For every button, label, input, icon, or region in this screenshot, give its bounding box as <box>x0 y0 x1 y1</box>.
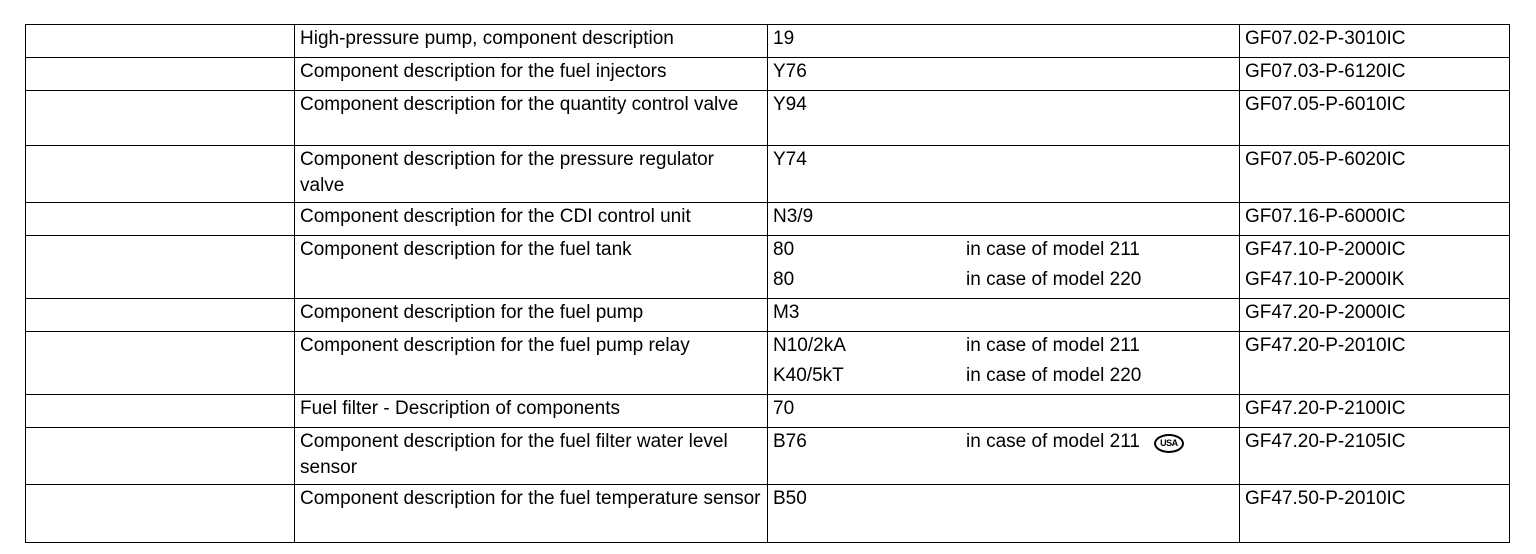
component-code: K40/5kT <box>773 365 844 386</box>
component-description: Component description for the fuel pump relay <box>295 332 768 395</box>
component-code-cell <box>768 395 1240 428</box>
table-row <box>26 428 1510 485</box>
document-reference: GF07.02-P-3010IC <box>1245 28 1406 49</box>
blank-cell <box>26 299 295 332</box>
document-reference-cell <box>1240 91 1510 146</box>
document-reference: GF07.03-P-6120IC <box>1245 61 1406 82</box>
component-description: Fuel filter - Description of components <box>295 395 768 428</box>
model-condition-text: in case of model 211 <box>966 431 1140 452</box>
component-description: Component description for the quantity control valve <box>295 91 768 146</box>
code-entry <box>773 237 1234 267</box>
blank-cell <box>26 25 295 58</box>
model-condition <box>966 333 1234 359</box>
code-entry <box>773 267 1234 297</box>
code-entry <box>773 92 1234 122</box>
component-code-cell <box>768 203 1240 236</box>
component-code: M3 <box>773 302 800 323</box>
blank-cell <box>26 428 295 485</box>
document-reference-cell <box>1240 58 1510 91</box>
model-condition-text: in case of model 220 <box>966 269 1142 290</box>
component-code-cell <box>768 91 1240 146</box>
component-code: N3/9 <box>773 206 814 227</box>
document-reference: GF47.10-P-2000IK <box>1245 269 1405 290</box>
table-row <box>26 91 1510 146</box>
component-code: 19 <box>773 28 795 49</box>
component-description: Component description for the fuel filter water level sensor <box>295 428 768 485</box>
code-entry <box>773 429 1234 459</box>
component-code: 80 <box>773 269 795 290</box>
document-reference: GF47.20-P-2105IC <box>1245 431 1406 452</box>
model-condition <box>966 237 1234 263</box>
component-code-cell <box>768 146 1240 203</box>
table-row <box>26 395 1510 428</box>
code-entry <box>773 486 1234 516</box>
model-condition <box>966 429 1234 455</box>
blank-cell <box>26 485 295 543</box>
document-reference-cell <box>1240 395 1510 428</box>
component-description: Component description for the pressure regulator valve <box>295 146 768 203</box>
code-entry <box>773 333 1234 363</box>
code-entry <box>773 59 1234 89</box>
code-entry <box>773 147 1234 177</box>
code-entry <box>773 300 1234 330</box>
document-reference: GF47.20-P-2010IC <box>1245 335 1406 356</box>
document-reference: GF47.50-P-2010IC <box>1245 488 1406 509</box>
table-row <box>26 58 1510 91</box>
usa-version-icon: USA <box>1154 434 1184 453</box>
document-reference: GF07.05-P-6020IC <box>1245 149 1406 170</box>
table-row <box>26 236 1510 299</box>
component-description: Component description for the fuel temperature sensor <box>295 485 768 543</box>
component-description: Component description for the fuel pump <box>295 299 768 332</box>
model-condition-text: in case of model 211 <box>966 335 1140 356</box>
component-code-cell <box>768 299 1240 332</box>
component-description: Component description for the fuel tank <box>295 236 768 299</box>
document-reference-cell <box>1240 332 1510 395</box>
blank-cell <box>26 395 295 428</box>
component-code: B50 <box>773 488 807 509</box>
component-code: Y74 <box>773 149 807 170</box>
table-row <box>26 332 1510 395</box>
component-code-cell <box>768 25 1240 58</box>
component-code-cell <box>768 485 1240 543</box>
model-condition-text: in case of model 220 <box>966 365 1142 386</box>
document-reference: GF07.16-P-6000IC <box>1245 206 1406 227</box>
document-reference-cell <box>1240 236 1510 299</box>
component-code: Y76 <box>773 61 807 82</box>
document-reference: GF47.10-P-2000IC <box>1245 239 1406 260</box>
component-description: High-pressure pump, component description <box>295 25 768 58</box>
table-row <box>26 485 1510 543</box>
component-code: 70 <box>773 398 795 419</box>
document-reference-cell <box>1240 485 1510 543</box>
component-description: Component description for the fuel injectors <box>295 58 768 91</box>
document-reference: GF47.20-P-2100IC <box>1245 398 1406 419</box>
model-condition <box>966 267 1234 293</box>
component-code-cell <box>768 332 1240 395</box>
document-reference-cell <box>1240 299 1510 332</box>
table-row <box>26 25 1510 58</box>
document-reference-cell <box>1240 428 1510 485</box>
component-code-cell <box>768 58 1240 91</box>
component-code: N10/2kA <box>773 335 846 356</box>
code-entry <box>773 26 1234 56</box>
document-reference-cell <box>1240 203 1510 236</box>
blank-cell <box>26 203 295 236</box>
document-reference-cell <box>1240 25 1510 58</box>
blank-cell <box>26 236 295 299</box>
code-entry <box>773 363 1234 393</box>
component-code-cell <box>768 236 1240 299</box>
component-code: 80 <box>773 239 795 260</box>
component-code: B76 <box>773 431 807 452</box>
code-entry <box>773 396 1234 426</box>
model-condition <box>966 363 1234 389</box>
document-reference: GF07.05-P-6010IC <box>1245 94 1406 115</box>
table-row <box>26 299 1510 332</box>
component-description: Component description for the CDI control unit <box>295 203 768 236</box>
model-condition-text: in case of model 211 <box>966 239 1140 260</box>
blank-cell <box>26 91 295 146</box>
blank-cell <box>26 332 295 395</box>
blank-cell <box>26 146 295 203</box>
document-reference-cell <box>1240 146 1510 203</box>
blank-cell <box>26 58 295 91</box>
component-reference-table <box>25 24 1510 543</box>
table-body <box>26 25 1510 543</box>
component-code-cell <box>768 428 1240 485</box>
component-code: Y94 <box>773 94 807 115</box>
code-entry <box>773 204 1234 234</box>
table-row <box>26 203 1510 236</box>
document-reference: GF47.20-P-2000IC <box>1245 302 1406 323</box>
table-row <box>26 146 1510 203</box>
